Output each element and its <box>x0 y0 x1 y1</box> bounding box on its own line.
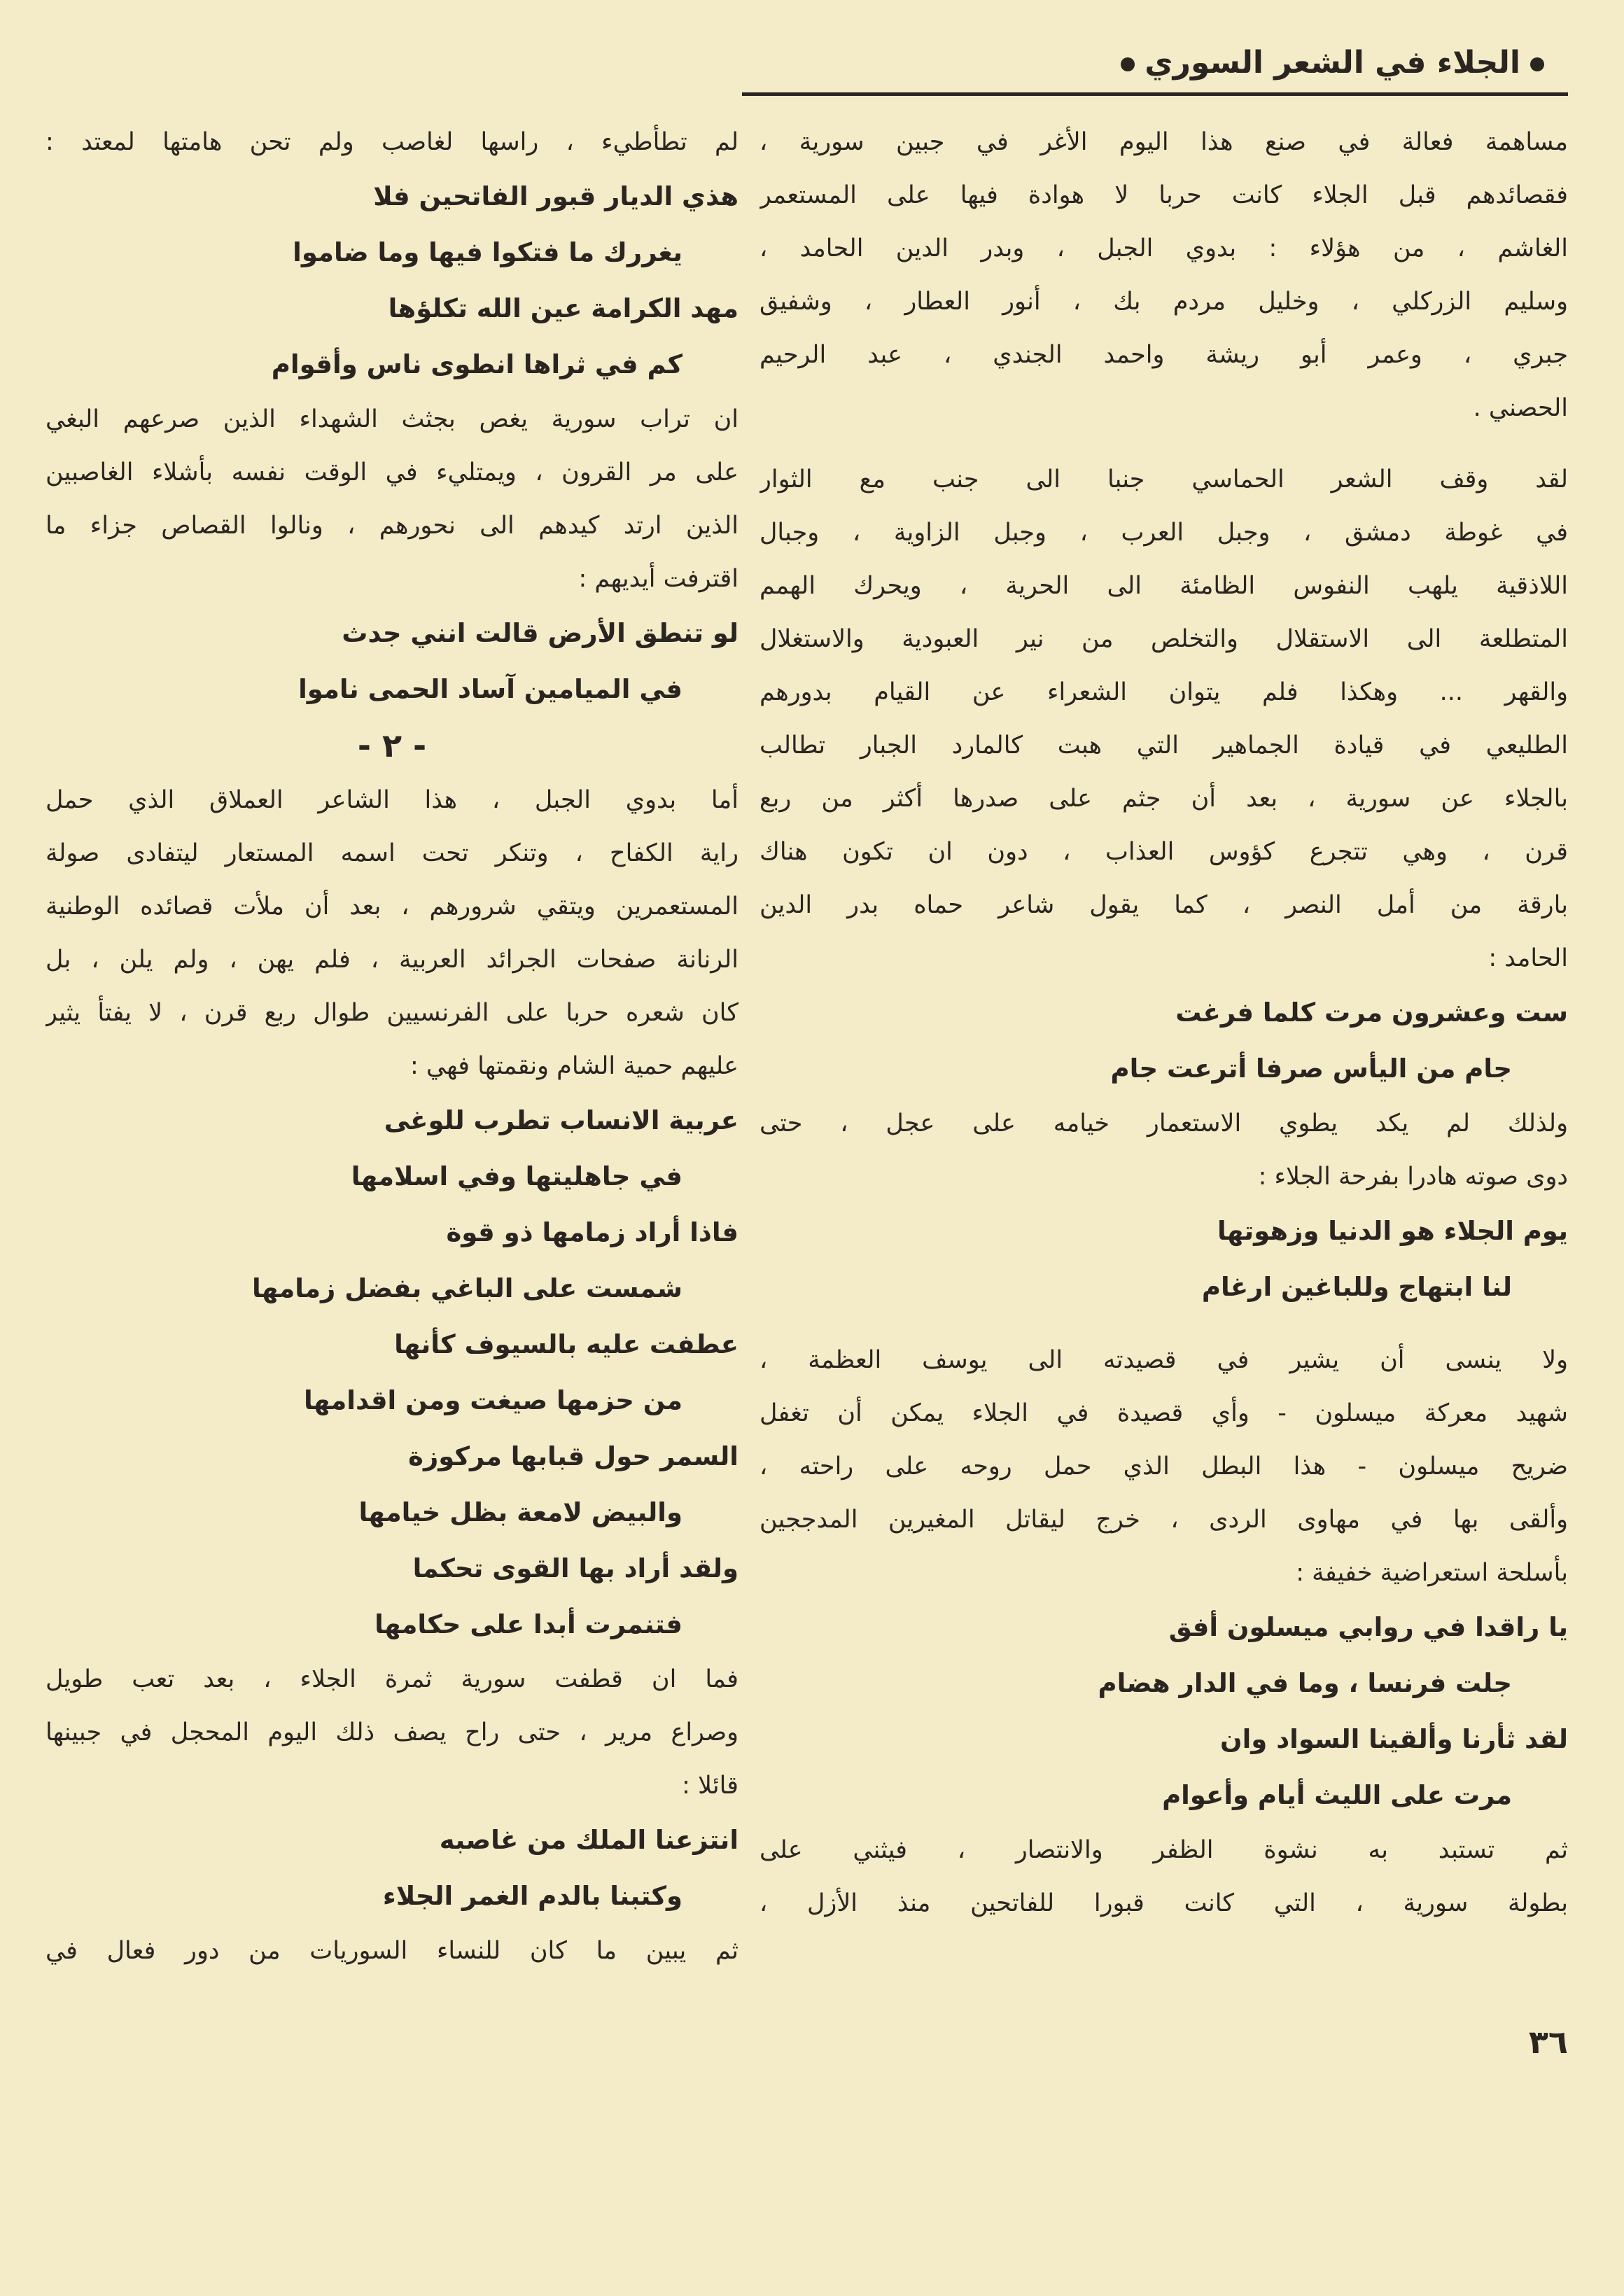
text-line: وصراع مرير ، حتى راح يصف ذلك اليوم المحجل في جبينها <box>46 1718 738 1746</box>
verse-line: لنا ابتهاج وللباغين ارغام <box>1201 1272 1512 1302</box>
right-column <box>760 115 1568 1930</box>
text-line: لقد وقف الشعر الحماسي جنبا الى جنب مع الثوار <box>760 465 1568 493</box>
paragraph <box>46 115 738 169</box>
paragraph <box>46 774 738 1093</box>
verse-line: لقد ثأرنا وألقينا السواد وان <box>1220 1724 1568 1754</box>
verse-line: عربية الانساب تطرب للوغى <box>384 1105 738 1135</box>
text-line: ولذلك لم يكد يطوي الاستعمار خيامه على عجل ، حتى <box>760 1110 1568 1138</box>
text-line: في غوطة دمشق ، وجبل العرب ، وجبل الزاوية ، وجبال <box>760 519 1568 547</box>
text-line: الرنانة صفحات الجرائد العربية ، فلم يهن ، ولم يلن ، بل <box>46 946 738 974</box>
verse-line: كم في ثراها انطوى ناس وأقوام <box>271 349 682 379</box>
poem-verse <box>46 169 738 393</box>
text-line: اللاذقية يلهب النفوس الظامئة الى الحرية ، ويحرك الهمم <box>760 572 1568 600</box>
text-line: فقصائدهم قبل الجلاء كانت حربا لا هوادة فيها على المستعمر <box>760 181 1568 209</box>
running-header <box>742 43 1568 96</box>
text-line: وسليم الزركلي ، وخليل مردم بك ، أنور العطار ، وشفيق <box>760 288 1568 316</box>
text-line: جبري ، وعمر أبو ريشة واحمد الجندي ، عبد الرحيم <box>760 341 1568 369</box>
verse-line: انتزعنا الملك من غاصبه <box>439 1825 738 1855</box>
text-line: أما بدوي الجبل ، هذا الشاعر العملاق الذي حمل <box>46 786 738 814</box>
text-line: راية الكفاح ، وتنكر تحت اسمه المستعار ليتفادى صولة <box>46 839 738 867</box>
left-column <box>46 115 738 1977</box>
verse-line: جام من اليأس صرفا أترعت جام <box>1110 1054 1512 1084</box>
poem-verse <box>760 1600 1568 1823</box>
verse-line: ولقد أراد بها القوى تحكما <box>412 1553 738 1583</box>
paragraph <box>760 1334 1568 1600</box>
text-line: الحامد : <box>1488 944 1568 972</box>
paragraph <box>760 115 1568 435</box>
section-number: - ٢ - <box>357 727 427 764</box>
poem-verse <box>760 1203 1568 1315</box>
poem-verse <box>46 1093 738 1653</box>
verse-line: شمست على الباغي بفضل زمامها <box>252 1273 682 1303</box>
verse-line: يوم الجلاء هو الدنيا وزهوتها <box>1217 1216 1568 1246</box>
text-line: ولا ينسى أن يشير في قصيدته الى يوسف العظمة ، <box>760 1346 1568 1374</box>
header-title-row <box>1111 45 1554 80</box>
verse-line: فتنمرت أبدا على حكامها <box>374 1609 682 1639</box>
verse-line: مرت على الليث أيام وأعوام <box>1162 1780 1512 1810</box>
text-line: ثم تستبد به نشوة الظفر والانتصار ، فيثني على <box>760 1836 1568 1864</box>
text-line: بأسلحة استعراضية خفيفة : <box>1296 1559 1568 1587</box>
poem-verse <box>46 606 738 718</box>
paragraph <box>760 453 1568 985</box>
text-line: ان تراب سورية يغص بجثث الشهداء الذين صرعهم البغي <box>46 405 738 433</box>
text-line: كان شعره حربا على الفرنسيين طوال ربع قرن ، لا يفتأ يثير <box>46 999 738 1027</box>
text-line: قرن ، وهي تتجرع كؤوس العذاب ، دون ان تكون هناك <box>760 838 1568 866</box>
verse-line: في جاهليتها وفي اسلامها <box>351 1161 682 1191</box>
text-line: عليهم حمية الشام ونقمتها فهي : <box>410 1052 738 1080</box>
verse-line: ست وعشرون مرت كلما فرغت <box>1175 997 1568 1028</box>
verse-line: من حزمها صيغت ومن اقدامها <box>304 1385 682 1415</box>
verse-line: فاذا أراد زمامها ذو قوة <box>446 1217 738 1247</box>
verse-line: عطفت عليه بالسيوف كأنها <box>394 1329 738 1359</box>
text-line: لم تطأطيء ، راسها لغاصب ولم تحن هامتها لمعتد : <box>46 128 738 156</box>
bullet-icon <box>1121 57 1135 71</box>
paragraph <box>46 393 738 606</box>
text-line: والقهر ... وهكذا فلم يتوان الشعراء عن القيام بدورهم <box>760 678 1568 706</box>
bullet-icon <box>1530 57 1544 71</box>
paragraph <box>760 1097 1568 1203</box>
text-line: اقترفت أيديهم : <box>578 565 738 593</box>
page-number: ٣٦ <box>1528 2023 1568 2061</box>
page-title: الجلاء في الشعر السوري <box>1144 45 1520 80</box>
text-line: الغاشم ، من هؤلاء : بدوي الجبل ، وبدر الدين الحامد ، <box>760 234 1568 262</box>
verse-line: والبيض لامعة بظل خيامها <box>358 1497 682 1527</box>
text-line: ثم يبين ما كان للنساء السوريات من دور فعال في <box>46 1937 738 1965</box>
text-line: بالجلاء عن سورية ، بعد أن جثم على صدرها أكثر من ربع <box>760 785 1568 813</box>
text-line: على مر القرون ، ويمتليء في الوقت نفسه بأشلاء الغاصبين <box>46 458 738 486</box>
paragraph <box>760 1823 1568 1930</box>
text-line: المتطلعة الى الاستقلال والتخلص من نير العبودية والاستغلال <box>760 625 1568 653</box>
text-line: الطليعي في قيادة الجماهير التي هبت كالمارد الجبار تطالب <box>760 732 1568 760</box>
verse-line: جلت فرنسا ، وما في الدار هضام <box>1098 1668 1512 1698</box>
verse-line: مهد الكرامة عين الله تكلؤها <box>388 293 738 323</box>
text-line: وألقى بها في مهاوى الردى ، خرج ليقاتل المغيرين المدججين <box>760 1506 1568 1534</box>
verse-line: وكتبنا بالدم الغمر الجلاء <box>382 1881 682 1911</box>
text-line: الذين ارتد كيدهم الى نحورهم ، ونالوا القصاص جزاء ما <box>46 512 738 540</box>
poem-verse <box>46 1812 738 1924</box>
text-line: ضريح ميسلون - هذا البطل الذي حمل روحه على راحته ، <box>760 1452 1568 1480</box>
poem-verse <box>760 985 1568 1097</box>
text-line: بطولة سورية ، التي كانت قبورا للفاتحين منذ الأزل ، <box>760 1889 1568 1917</box>
text-line: بارقة من أمل النصر ، كما يقول شاعر حماه بدر الدين <box>760 891 1568 919</box>
verse-line: السمر حول قبابها مركوزة <box>408 1441 738 1471</box>
verse-line: هذي الديار قبور الفاتحين فلا <box>373 181 738 211</box>
verse-line: يا راقدا في روابي ميسلون أفق <box>1168 1612 1568 1642</box>
verse-line: لو تنطق الأرض قالت انني جدث <box>342 618 738 648</box>
text-line: فما ان قطفت سورية ثمرة الجلاء ، بعد تعب طويل <box>46 1665 738 1693</box>
paragraph <box>46 1653 738 1812</box>
paragraph <box>46 1924 738 1977</box>
text-line: مساهمة فعالة في صنع هذا اليوم الأغر في جبين سورية ، <box>760 128 1568 156</box>
verse-line: يغررك ما فتكوا فيها وما ضاموا <box>293 237 682 267</box>
text-line: قائلا : <box>682 1772 738 1800</box>
text-line: المستعمرين ويتقي شرورهم ، بعد أن ملأت قصائده الوطنية <box>46 892 738 920</box>
text-line: دوى صوته هادرا بفرحة الجلاء : <box>1258 1163 1568 1191</box>
verse-line: في الميامين آساد الحمى ناموا <box>298 674 682 704</box>
text-line: الحصني . <box>1473 394 1568 422</box>
text-line: شهيد معركة ميسلون - وأي قصيدة في الجلاء يمكن أن تغفل <box>760 1399 1568 1427</box>
